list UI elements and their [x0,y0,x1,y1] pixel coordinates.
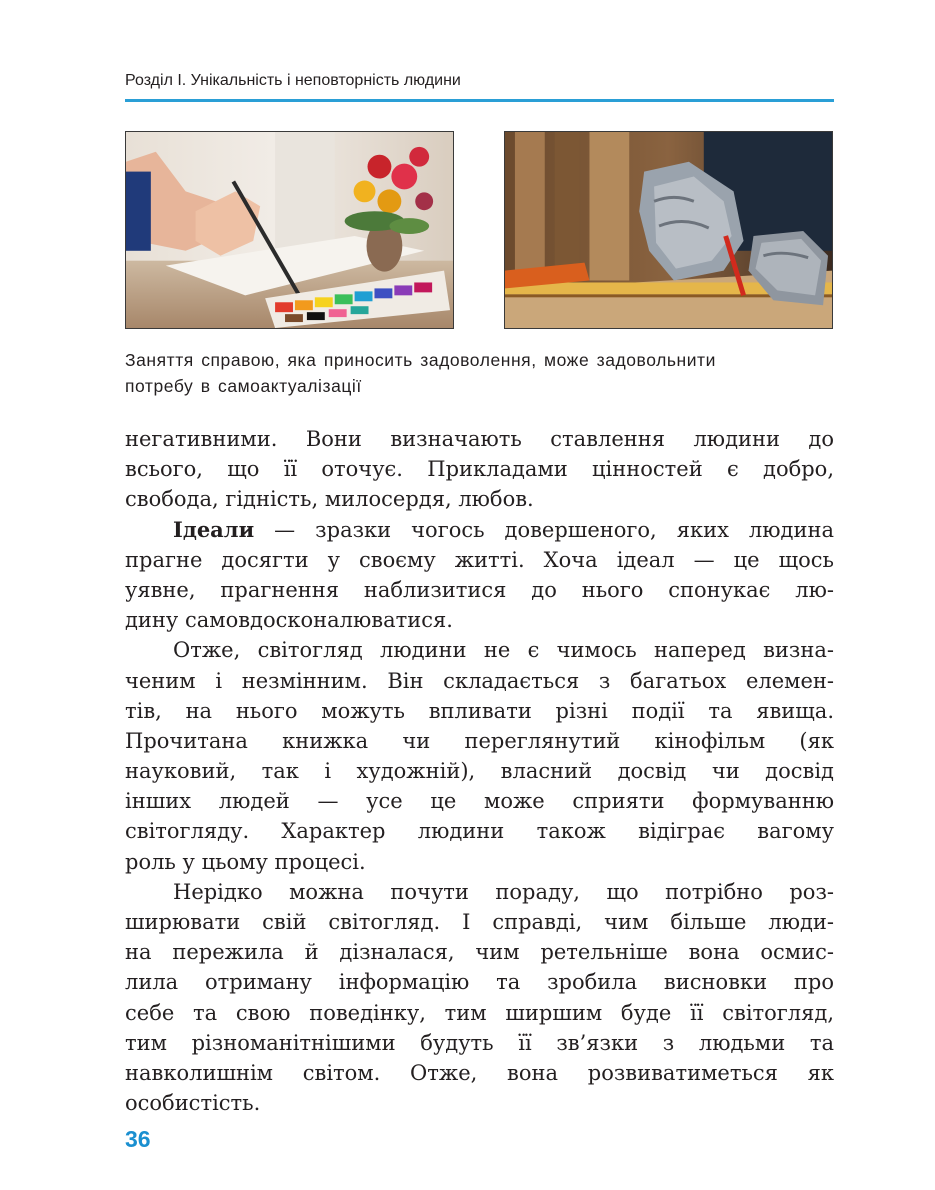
text-line: тів, на нього можуть впливати різні події та явища. [125,698,834,723]
text-line: уявне, прагнення наблизитися до нього спонукає лю- [125,577,834,602]
text-line [125,515,834,545]
text-line: негативними. Вони визначають ставлення людини до [125,427,834,451]
carpentry-illustration [505,132,832,328]
text-line: Отже, світогляд людини не є чимось наперед визна- [173,638,834,663]
caption-line: потребу в самоактуалізації [125,376,362,396]
text-line: лила отриману інформацію та зробила висновки про [125,970,834,995]
text-line: інших людей — усе це може сприяти формуванню [125,789,834,814]
text-line: ченим і незмінним. Він складається з багатьох елемен- [125,668,834,693]
text-line: світогляду. Характер людини також відіграє вагому [125,819,834,844]
carpentry-photo [504,131,833,329]
text-line: свобода, гідність, милосердя, любов. [125,487,534,512]
figure-caption [125,347,835,399]
header-rule [125,99,834,102]
text-line: дину самовдосконалюватися. [125,608,453,633]
text-line: науковий, так і художній), власний досвід чи досвід [125,759,834,784]
definition-text: — зразки чогось довершеного, яких людина [254,517,834,542]
page-number: 36 [125,1126,151,1152]
term-ideals: Ідеали [173,516,255,542]
text-line: на пережила й дізналася, чим ретельніше вона осмис- [125,940,834,965]
text-line: прагне досягти у своєму житті. Хоча ідеал — це щось [125,547,834,572]
text-line: Нерідко можна почути пораду, що потрібно роз- [173,879,834,904]
body-text [125,424,834,1118]
painting-illustration [126,132,453,328]
running-header: Розділ І. Унікальність і неповторність людини [125,72,461,89]
caption-line: Заняття справою, яка приносить задоволення, може задовольнити [125,350,716,370]
text-line: всього, що її оточує. Прикладами цінностей є добро, [125,457,834,482]
text-line: Прочитана книжка чи переглянутий кінофільм (як [125,728,834,753]
text-line: особистість. [125,1091,261,1116]
text-line: роль у цьому процесі. [125,849,366,874]
painting-photo [125,131,454,329]
text-line: ширювати свій світогляд. І справді, чим більше люди- [125,910,834,934]
text-line: тим різноманітнішими будуть її зв’язки з людьми та [125,1030,834,1055]
text-line: себе та свою поведінку, тим ширшим буде її світогляд, [125,1000,834,1025]
text-line: навколишнім світом. Отже, вона розвиватиметься як [125,1060,834,1085]
